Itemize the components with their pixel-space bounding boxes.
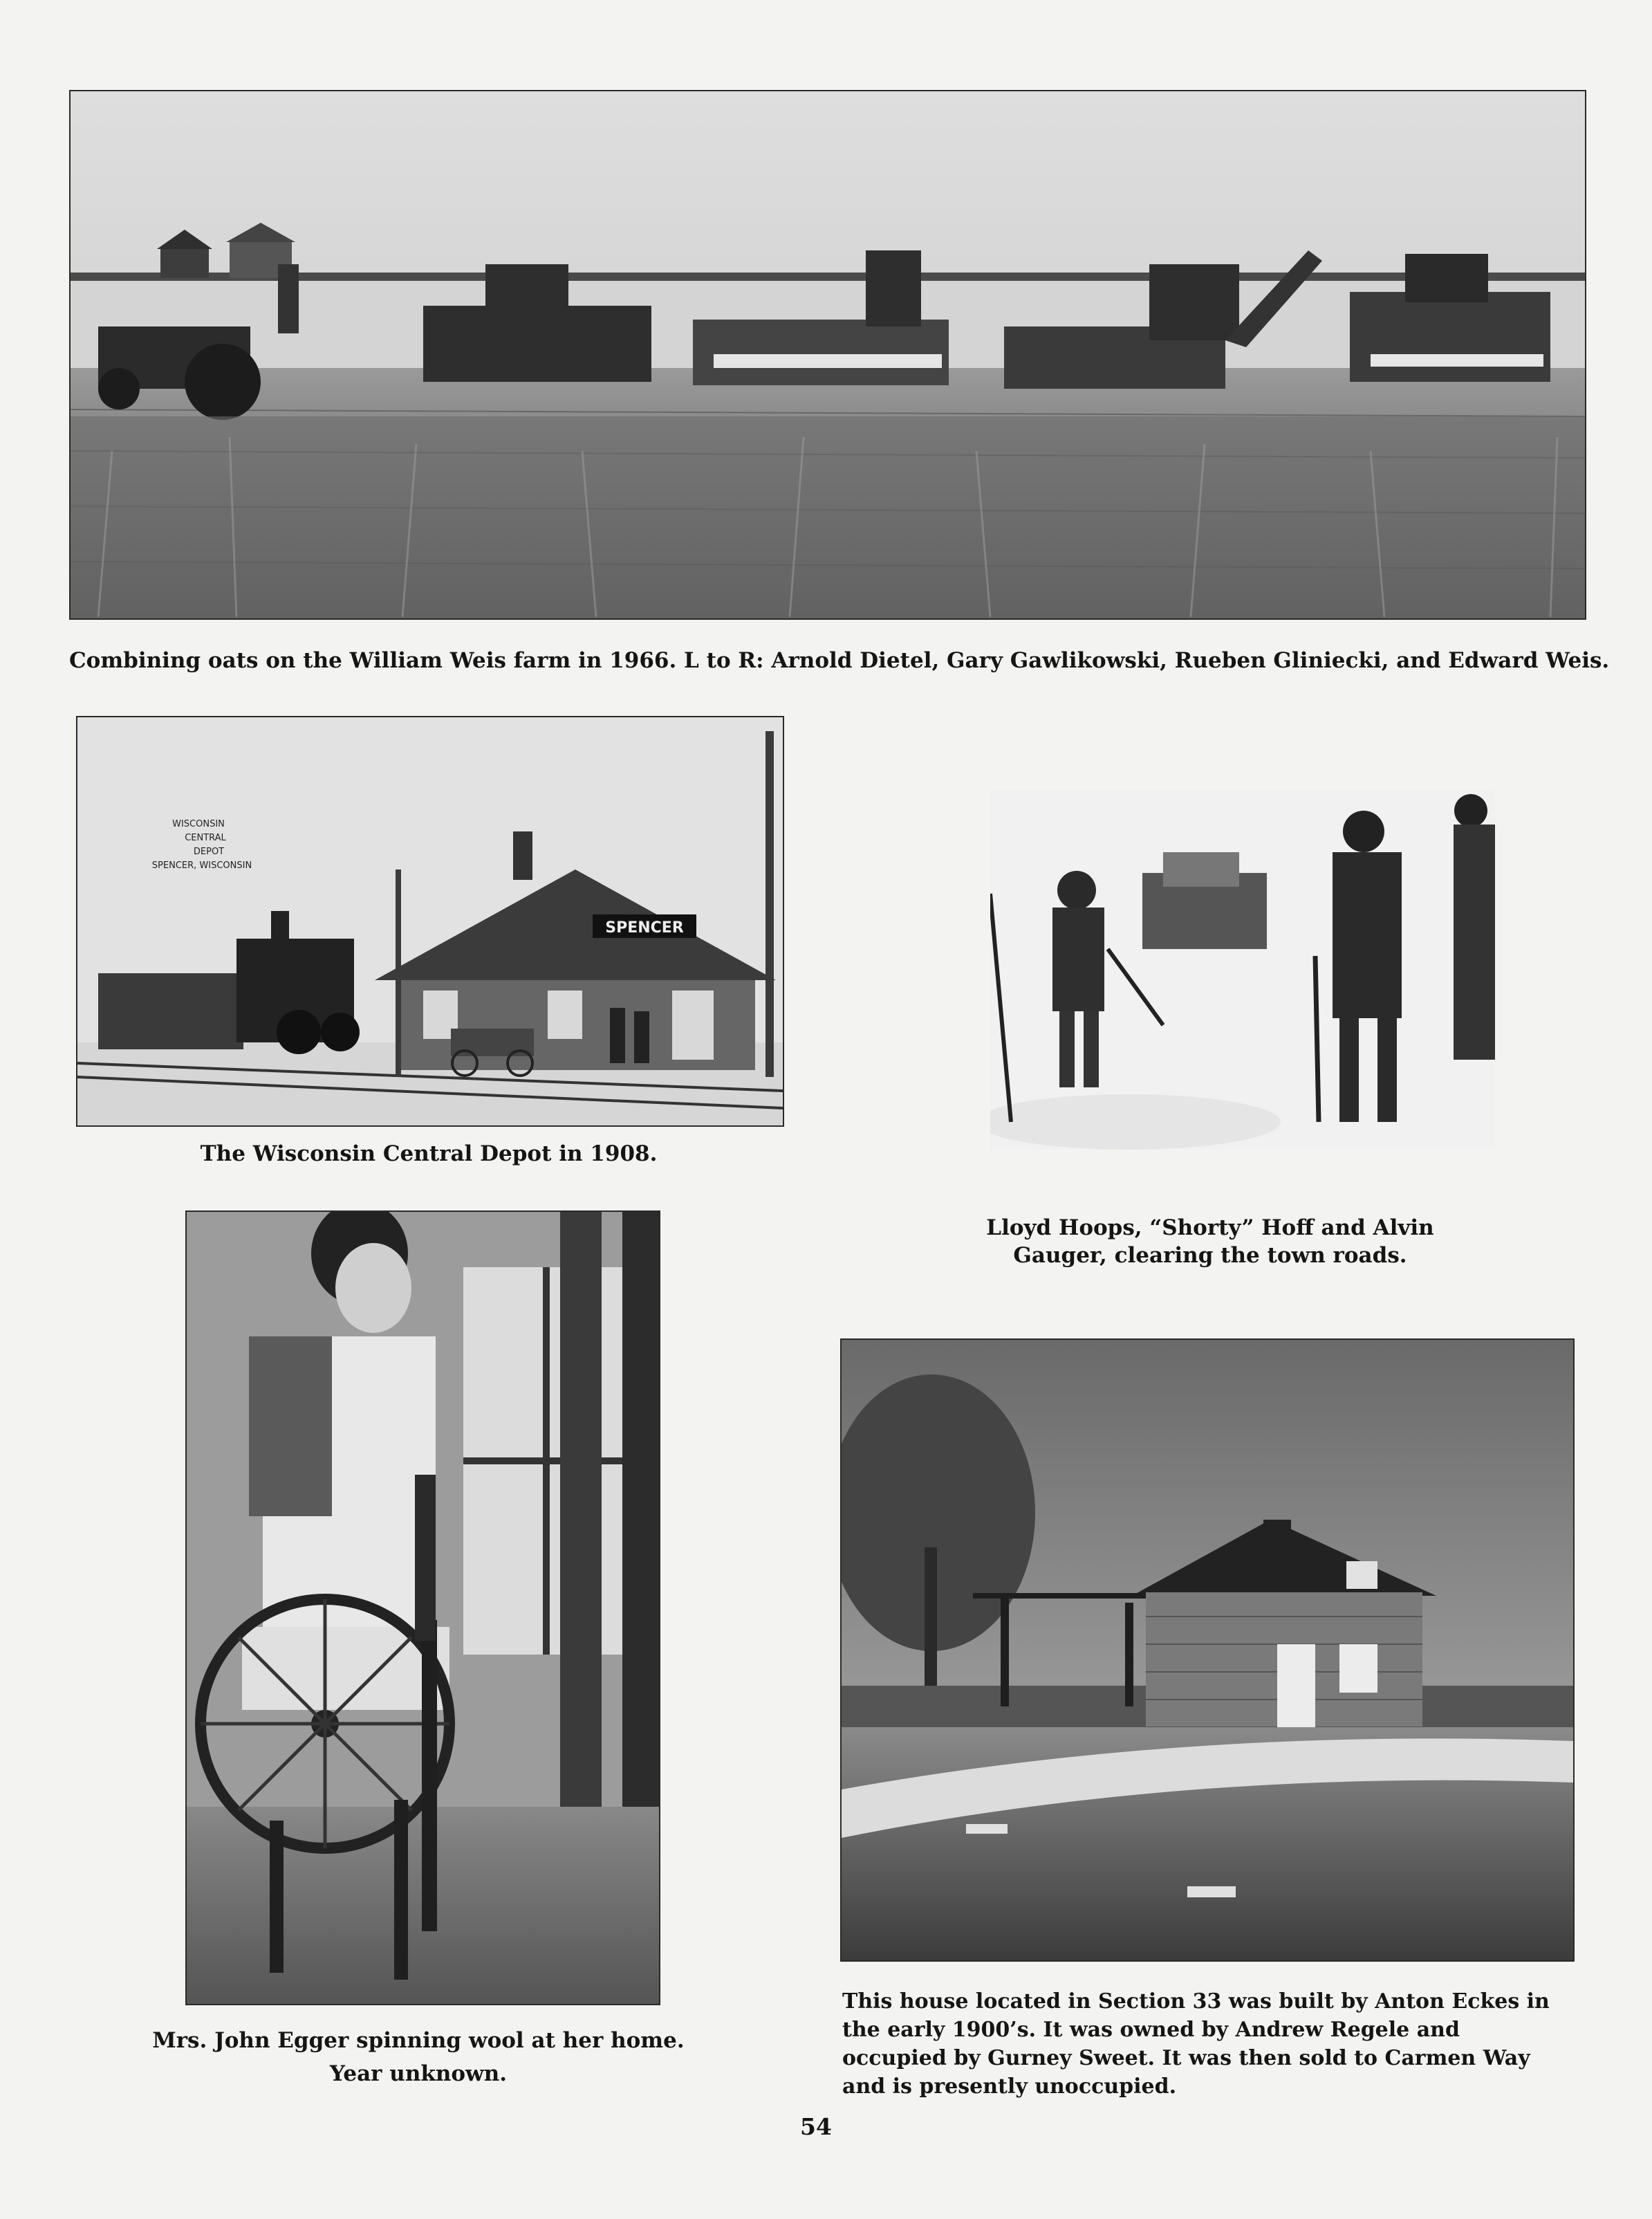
spinning-caption-line2: Year unknown. — [329, 2061, 508, 2086]
depot-sign-text: SPENCER — [605, 919, 684, 937]
combining-photo — [69, 90, 1586, 620]
snow-photo — [989, 789, 1496, 1151]
house-photo — [840, 1338, 1575, 1962]
svg-text:DEPOT: DEPOT — [193, 847, 225, 857]
house-caption: This house located in Section 33 was built by Anton Eckes in the early 1900’s. It was owned by Andrew Regele and occupied by Gurney Sweet. It was then sold to Carmen Way and is presently unoccupied. — [842, 1989, 1550, 2099]
svg-text:SPENCER, WISCONSIN: SPENCER, WISCONSIN — [151, 860, 252, 871]
spinning-caption-line1: Mrs. John Egger spinning wool at her home. — [152, 2028, 685, 2053]
svg-text:WISCONSIN: WISCONSIN — [172, 819, 225, 829]
page-number: 54 — [800, 2113, 832, 2140]
snow-caption: Lloyd Hoops, “Shorty” Hoff and Alvin Gauger, clearing the town roads. — [986, 1215, 1434, 1268]
svg-text:CENTRAL: CENTRAL — [185, 833, 226, 843]
depot-caption: The Wisconsin Central Depot in 1908. — [200, 1141, 658, 1166]
combining-caption: Combining oats on the William Weis farm in 1966. L to R: Arnold Dietel, Gary Gawlikowski, Rueben Gliniecki, and Edward Weis. — [69, 648, 1610, 673]
spinning-photo — [185, 1210, 660, 2005]
depot-photo — [76, 716, 784, 1127]
